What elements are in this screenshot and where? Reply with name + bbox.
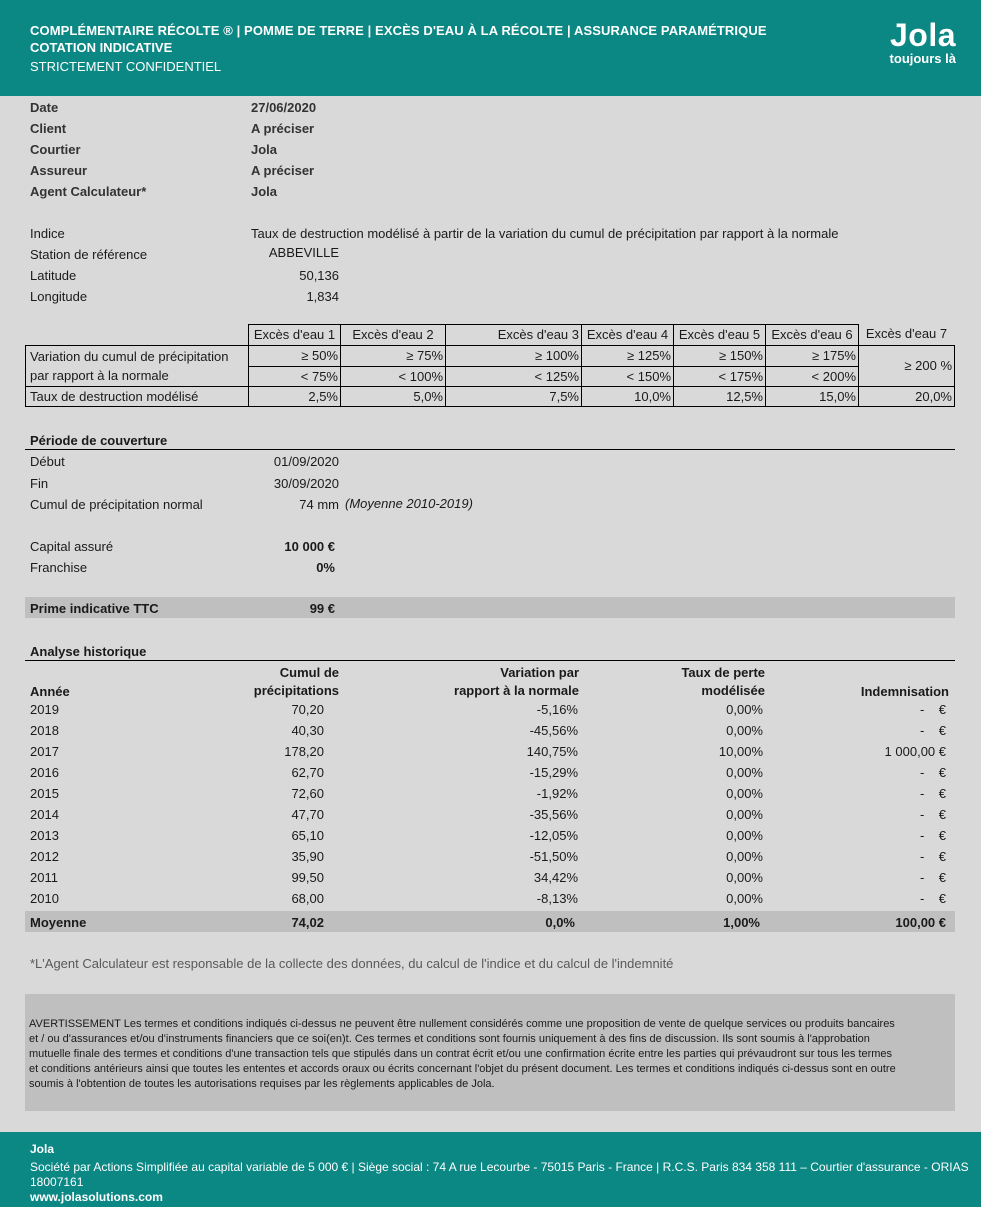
row-variation: 140,75% <box>526 744 578 759</box>
coverage-end-value: 30/09/2020 <box>273 476 339 491</box>
col-year: Année <box>30 684 70 699</box>
grid-row-label-line: par rapport à la normale <box>30 368 169 383</box>
normal-cumul-note: (Moyenne 2010-2019) <box>345 496 473 511</box>
info-label-date: Date <box>30 100 59 115</box>
grid-rate-label: Taux de destruction modélisé <box>25 386 249 407</box>
capital-label: Capital assuré <box>30 539 114 554</box>
row-loss-rate: 0,00% <box>726 891 763 906</box>
capital-value: 10 000 € <box>284 539 335 554</box>
header-subtitle: COTATION INDICATIVE <box>30 40 173 55</box>
footer <box>0 1132 981 1207</box>
col-indemnity: Indemnisation <box>860 684 949 699</box>
grid-header: Excès d'eau 2 <box>340 324 446 346</box>
premium-label: Prime indicative TTC <box>30 601 159 616</box>
grid-header: Excès d'eau 7 <box>865 326 948 341</box>
franchise-value: 0% <box>316 560 335 575</box>
info-label-client: Client <box>30 121 67 136</box>
row-year: 2010 <box>30 891 59 906</box>
row-year: 2013 <box>30 828 59 843</box>
avg-indemnity: 100,00 € <box>895 915 946 930</box>
longitude-value: 1,834 <box>306 289 339 304</box>
coverage-start-value: 01/09/2020 <box>273 454 339 469</box>
footer-company: Jola <box>30 1142 55 1156</box>
row-cumul: 99,50 <box>291 870 324 885</box>
row-variation: -12,05% <box>529 828 578 843</box>
row-year: 2012 <box>30 849 59 864</box>
grid-rate: 5,0% <box>340 386 446 407</box>
info-value-client: A préciser <box>251 121 315 136</box>
row-year: 2019 <box>30 702 59 717</box>
grid-lower-bound: ≥ 150% <box>673 345 766 367</box>
row-variation: -5,16% <box>536 702 578 717</box>
row-indemnity: - € <box>919 786 946 801</box>
grid-rate: 7,5% <box>445 386 582 407</box>
history-title: Analyse historique <box>30 644 147 659</box>
row-loss-rate: 0,00% <box>726 723 763 738</box>
coverage-rule <box>25 449 955 450</box>
station-label: Station de référence <box>30 247 148 262</box>
row-indemnity: - € <box>919 807 946 822</box>
grid-lower-bound: ≥ 50% <box>248 345 341 367</box>
row-loss-rate: 10,00% <box>718 744 763 759</box>
footer-website-link[interactable]: www.jolasolutions.com <box>30 1190 163 1204</box>
row-indemnity: - € <box>919 702 946 717</box>
col-cumul: Cumul de <box>279 665 339 680</box>
grid-rate: 15,0% <box>765 386 859 407</box>
grid-last-range: ≥ 200 % <box>858 345 955 387</box>
row-loss-rate: 0,00% <box>726 849 763 864</box>
grid-upper-bound: < 125% <box>445 366 582 387</box>
row-variation: -15,29% <box>529 765 578 780</box>
disclaimer-line: mutuelle finale des termes et conditions d'une transaction tels que stipulés dans un contrat écrit et/ou une confirmation écrite entre les parties qui prévaudront sur tous les termes <box>29 1048 893 1060</box>
row-cumul: 68,00 <box>291 891 324 906</box>
row-cumul: 47,70 <box>291 807 324 822</box>
avg-variation: 0,0% <box>545 915 575 930</box>
grid-lower-bound: ≥ 175% <box>765 345 859 367</box>
col-loss-rate: modélisée <box>701 683 765 698</box>
coverage-title: Période de couverture <box>30 433 168 448</box>
grid-header: Excès d'eau 1 <box>248 324 341 346</box>
grid-header: Excès d'eau 5 <box>673 324 766 346</box>
grid-header: Excès d'eau 4 <box>581 324 674 346</box>
grid-header: Excès d'eau 6 <box>765 324 859 346</box>
jola-logo <box>890 18 956 66</box>
row-indemnity: - € <box>919 870 946 885</box>
col-variation: rapport à la normale <box>454 683 579 698</box>
latitude-label: Latitude <box>30 268 77 283</box>
grid-upper-bound: < 175% <box>673 366 766 387</box>
disclaimer-line: et conditions antérieurs ainsi que toutes les ententes et accords oraux ou écrits concernant l'objet du présent document. Les termes et conditions indiqués ci-dessus sont en outre <box>29 1063 896 1075</box>
franchise-label: Franchise <box>30 560 88 575</box>
premium-value: 99 € <box>309 601 335 616</box>
grid-rate: 12,5% <box>673 386 766 407</box>
disclaimer-line: et / ou d'assurances et/ou d'instruments financiers que ce soi(en)t. Ces termes et conditions sont fournis uniquement à des fins de discussion. Ils sont soumis à l'approbation <box>29 1033 870 1045</box>
row-indemnity: - € <box>919 849 946 864</box>
indice-value: Taux de destruction modélisé à partir de la variation du cumul de précipitation par rapport à la normale <box>251 226 839 241</box>
longitude-label: Longitude <box>30 289 88 304</box>
row-loss-rate: 0,00% <box>726 765 763 780</box>
row-loss-rate: 0,00% <box>726 702 763 717</box>
normal-cumul-label: Cumul de précipitation normal <box>30 497 203 512</box>
row-loss-rate: 0,00% <box>726 807 763 822</box>
row-variation: -8,13% <box>536 891 578 906</box>
history-rule <box>25 660 955 661</box>
coverage-end-label: Fin <box>30 476 49 491</box>
col-variation: Variation par <box>500 665 579 680</box>
info-label-assureur: Assureur <box>30 163 88 178</box>
row-year: 2017 <box>30 744 59 759</box>
row-year: 2016 <box>30 765 59 780</box>
grid-rate: 10,0% <box>581 386 674 407</box>
latitude-value: 50,136 <box>299 268 339 283</box>
footer-legal: Société par Actions Simplifiée au capital variable de 5 000 € | Siège social : 74 A rue Lecourbe - 75015 Paris - France | R.C.S. Paris 834 358 111 – Courtier d'assurance - ORIAS <box>30 1160 969 1174</box>
info-value-date: 27/06/2020 <box>251 100 317 115</box>
info-value-agent: Jola <box>251 184 278 199</box>
col-cumul: précipitations <box>253 683 339 698</box>
row-variation: 34,42% <box>533 870 578 885</box>
row-indemnity: 1 000,00 € <box>884 744 946 759</box>
row-year: 2018 <box>30 723 59 738</box>
row-cumul: 35,90 <box>291 849 324 864</box>
avg-year: Moyenne <box>30 915 87 930</box>
row-cumul: 72,60 <box>291 786 324 801</box>
grid-upper-bound: < 200% <box>765 366 859 387</box>
disclaimer-line: AVERTISSEMENT Les termes et conditions indiqués ci-dessus ne peuvent être nullement considérés comme une proposition de vente de quelque services ou produits bancaires <box>29 1018 895 1030</box>
indice-label: Indice <box>30 226 65 241</box>
row-indemnity: - € <box>919 891 946 906</box>
row-indemnity: - € <box>919 723 946 738</box>
coverage-start-label: Début <box>30 454 65 469</box>
normal-cumul-value: 74 mm <box>299 497 339 512</box>
station-value: ABBEVILLE <box>268 245 339 260</box>
quote-body <box>0 96 981 1132</box>
header-confidential: STRICTEMENT CONFIDENTIEL <box>30 59 222 74</box>
avg-loss-rate: 1,00% <box>723 915 760 930</box>
grid-header: Excès d'eau 3 <box>445 324 582 346</box>
info-value-courtier: Jola <box>251 142 278 157</box>
info-label-courtier: Courtier <box>30 142 81 157</box>
grid-row-label-variation <box>25 345 249 387</box>
grid-upper-bound: < 75% <box>248 366 341 387</box>
footnote: *L'Agent Calculateur est responsable de la collecte des données, du calcul de l'indice et du calcul de l'indemnité <box>30 956 674 971</box>
row-variation: -51,50% <box>529 849 578 864</box>
logo-name: Jola <box>889 17 956 53</box>
logo-tagline: toujours là <box>889 51 956 66</box>
row-variation: -1,92% <box>536 786 578 801</box>
premium-band <box>25 597 955 618</box>
row-cumul: 62,70 <box>291 765 324 780</box>
grid-upper-bound: < 100% <box>340 366 446 387</box>
row-loss-rate: 0,00% <box>726 786 763 801</box>
header-banner <box>0 0 981 96</box>
footer-orias: 18007161 <box>30 1175 84 1189</box>
row-cumul: 40,30 <box>291 723 324 738</box>
grid-lower-bound: ≥ 125% <box>581 345 674 367</box>
row-cumul: 70,20 <box>291 702 324 717</box>
row-year: 2014 <box>30 807 59 822</box>
grid-row-label-line: Variation du cumul de précipitation <box>30 349 229 364</box>
avg-cumul: 74,02 <box>291 915 324 930</box>
row-loss-rate: 0,00% <box>726 828 763 843</box>
row-cumul: 178,20 <box>284 744 324 759</box>
header-title: COMPLÉMENTAIRE RÉCOLTE ® | POMME DE TERRE | EXCÈS D'EAU À LA RÉCOLTE | ASSURANCE PARAMÉTRIQUE <box>30 23 767 38</box>
row-year: 2015 <box>30 786 59 801</box>
row-cumul: 65,10 <box>291 828 324 843</box>
grid-rate: 2,5% <box>248 386 341 407</box>
row-variation: -45,56% <box>529 723 578 738</box>
col-loss-rate: Taux de perte <box>681 665 765 680</box>
grid-lower-bound: ≥ 75% <box>340 345 446 367</box>
row-loss-rate: 0,00% <box>726 870 763 885</box>
row-year: 2011 <box>30 870 58 885</box>
disclaimer-box <box>25 994 955 1111</box>
info-label-agent: Agent Calculateur* <box>30 184 147 199</box>
row-indemnity: - € <box>919 765 946 780</box>
grid-lower-bound: ≥ 100% <box>445 345 582 367</box>
info-value-assureur: A préciser <box>251 163 315 178</box>
grid-rate: 20,0% <box>858 386 955 407</box>
disclaimer-line: soumis à l'obtention de toutes les autorisations requises par les règlements applicables de Jola. <box>29 1078 495 1090</box>
row-indemnity: - € <box>919 828 946 843</box>
grid-upper-bound: < 150% <box>581 366 674 387</box>
row-variation: -35,56% <box>529 807 578 822</box>
